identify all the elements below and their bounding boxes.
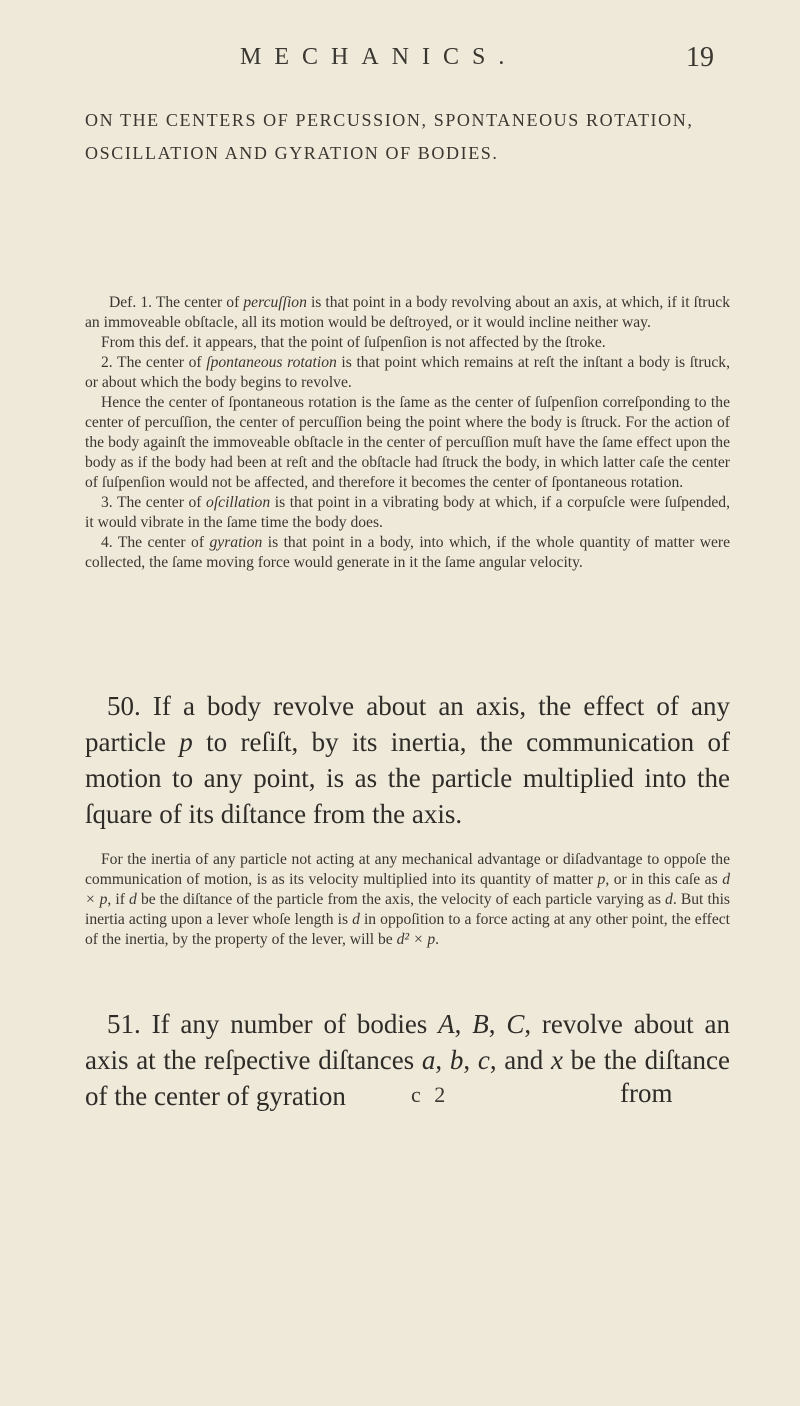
- term-oscillation: oſcillation: [206, 494, 271, 511]
- section-heading: ON THE CENTERS OF PERCUSSION, SPONTANEOUS ROTATION, OSCILLATION AND GYRATION OF BODIES.: [85, 110, 694, 163]
- definition-1: Def. 1. The center of percuſſion is that point in a body revolving about an axis, at which, if it ſtruck an immoveable obſtacle, all its motion would be deſtroyed, or it would incline neither way.: [85, 294, 730, 331]
- catchline: [0, 1078, 800, 1114]
- signature-mark: c 2: [411, 1082, 450, 1107]
- proposition-number: 50.: [107, 691, 141, 721]
- page-number: 19: [686, 42, 714, 73]
- definition-4: 4. The center of gyration is that point in a body, into which, if the whole quantity of matter were collected, the ſame moving force would generate in it the ſame angular velocity.: [85, 534, 730, 571]
- definition-1-note: From this def. it appears, that the point of ſuſpenſion is not affected by the ſtroke.: [101, 334, 606, 351]
- definition-2-note: Hence the center of ſpontaneous rotation is the ſame as the center of ſuſpenſion correſponding to the center of percuſſion, the center of percuſſion being the point where the body is ſtruck. For the action of the body againſt the immoveable obſtacle in the center of percuſſion muſt have the ſame effect upon the body as if the body had been at reſt and the obſtacle had ſtruck the body, in which latter caſe the center of ſuſpenſion would not be affected, and therefore it becomes the center of ſpontaneous rotation.: [85, 394, 730, 491]
- proposition-50-proof: For the inertia of any particle not acting at any mechanical advantage or diſadvantage to oppoſe the communication of motion, is as its velocity multiplied into its quantity of matter p, or in this caſe as d × p, if d be the diſtance of the particle from the axis, the velocity of each particle varying as d. But this inertia acting upon a lever whoſe length is d in oppoſition to a force acting at any other point, the effect of the inertia, by the property of the lever, will be d² × p.: [85, 851, 730, 948]
- running-head-title: MECHANICS.: [240, 44, 518, 70]
- term-spontaneous-rotation: ſpontaneous rotation: [206, 354, 337, 371]
- definition-2: 2. The center of ſpontaneous rotation is that point which remains at reſt the inſtant a body is ſtruck, or about which the body begins to revolve.: [85, 354, 730, 391]
- running-head: [0, 40, 800, 80]
- term-percussion: percuſſion: [243, 294, 307, 311]
- term-gyration: gyration: [209, 534, 263, 551]
- proposition-51: 51. If any number of bodies A, B, C, revolve about an axis at the reſpective diſtances a, b, c, and x be the diſtance of the center of gyration: [85, 1009, 731, 1111]
- catchword: from: [620, 1078, 673, 1108]
- proposition-number: 51.: [107, 1009, 141, 1039]
- proposition-50: 50. If a body revolve about an axis, the effect of any particle p to reſiſt, by its inertia, the communication of motion to any point, is as the particle multiplied into the ſquare of its diſtance from the axis.: [85, 691, 730, 829]
- definition-3: 3. The center of oſcillation is that point in a vibrating body at which, if a corpuſcle were ſuſpended, it would vibrate in the ſame time the body does.: [85, 494, 730, 531]
- definitions-block: [85, 293, 730, 573]
